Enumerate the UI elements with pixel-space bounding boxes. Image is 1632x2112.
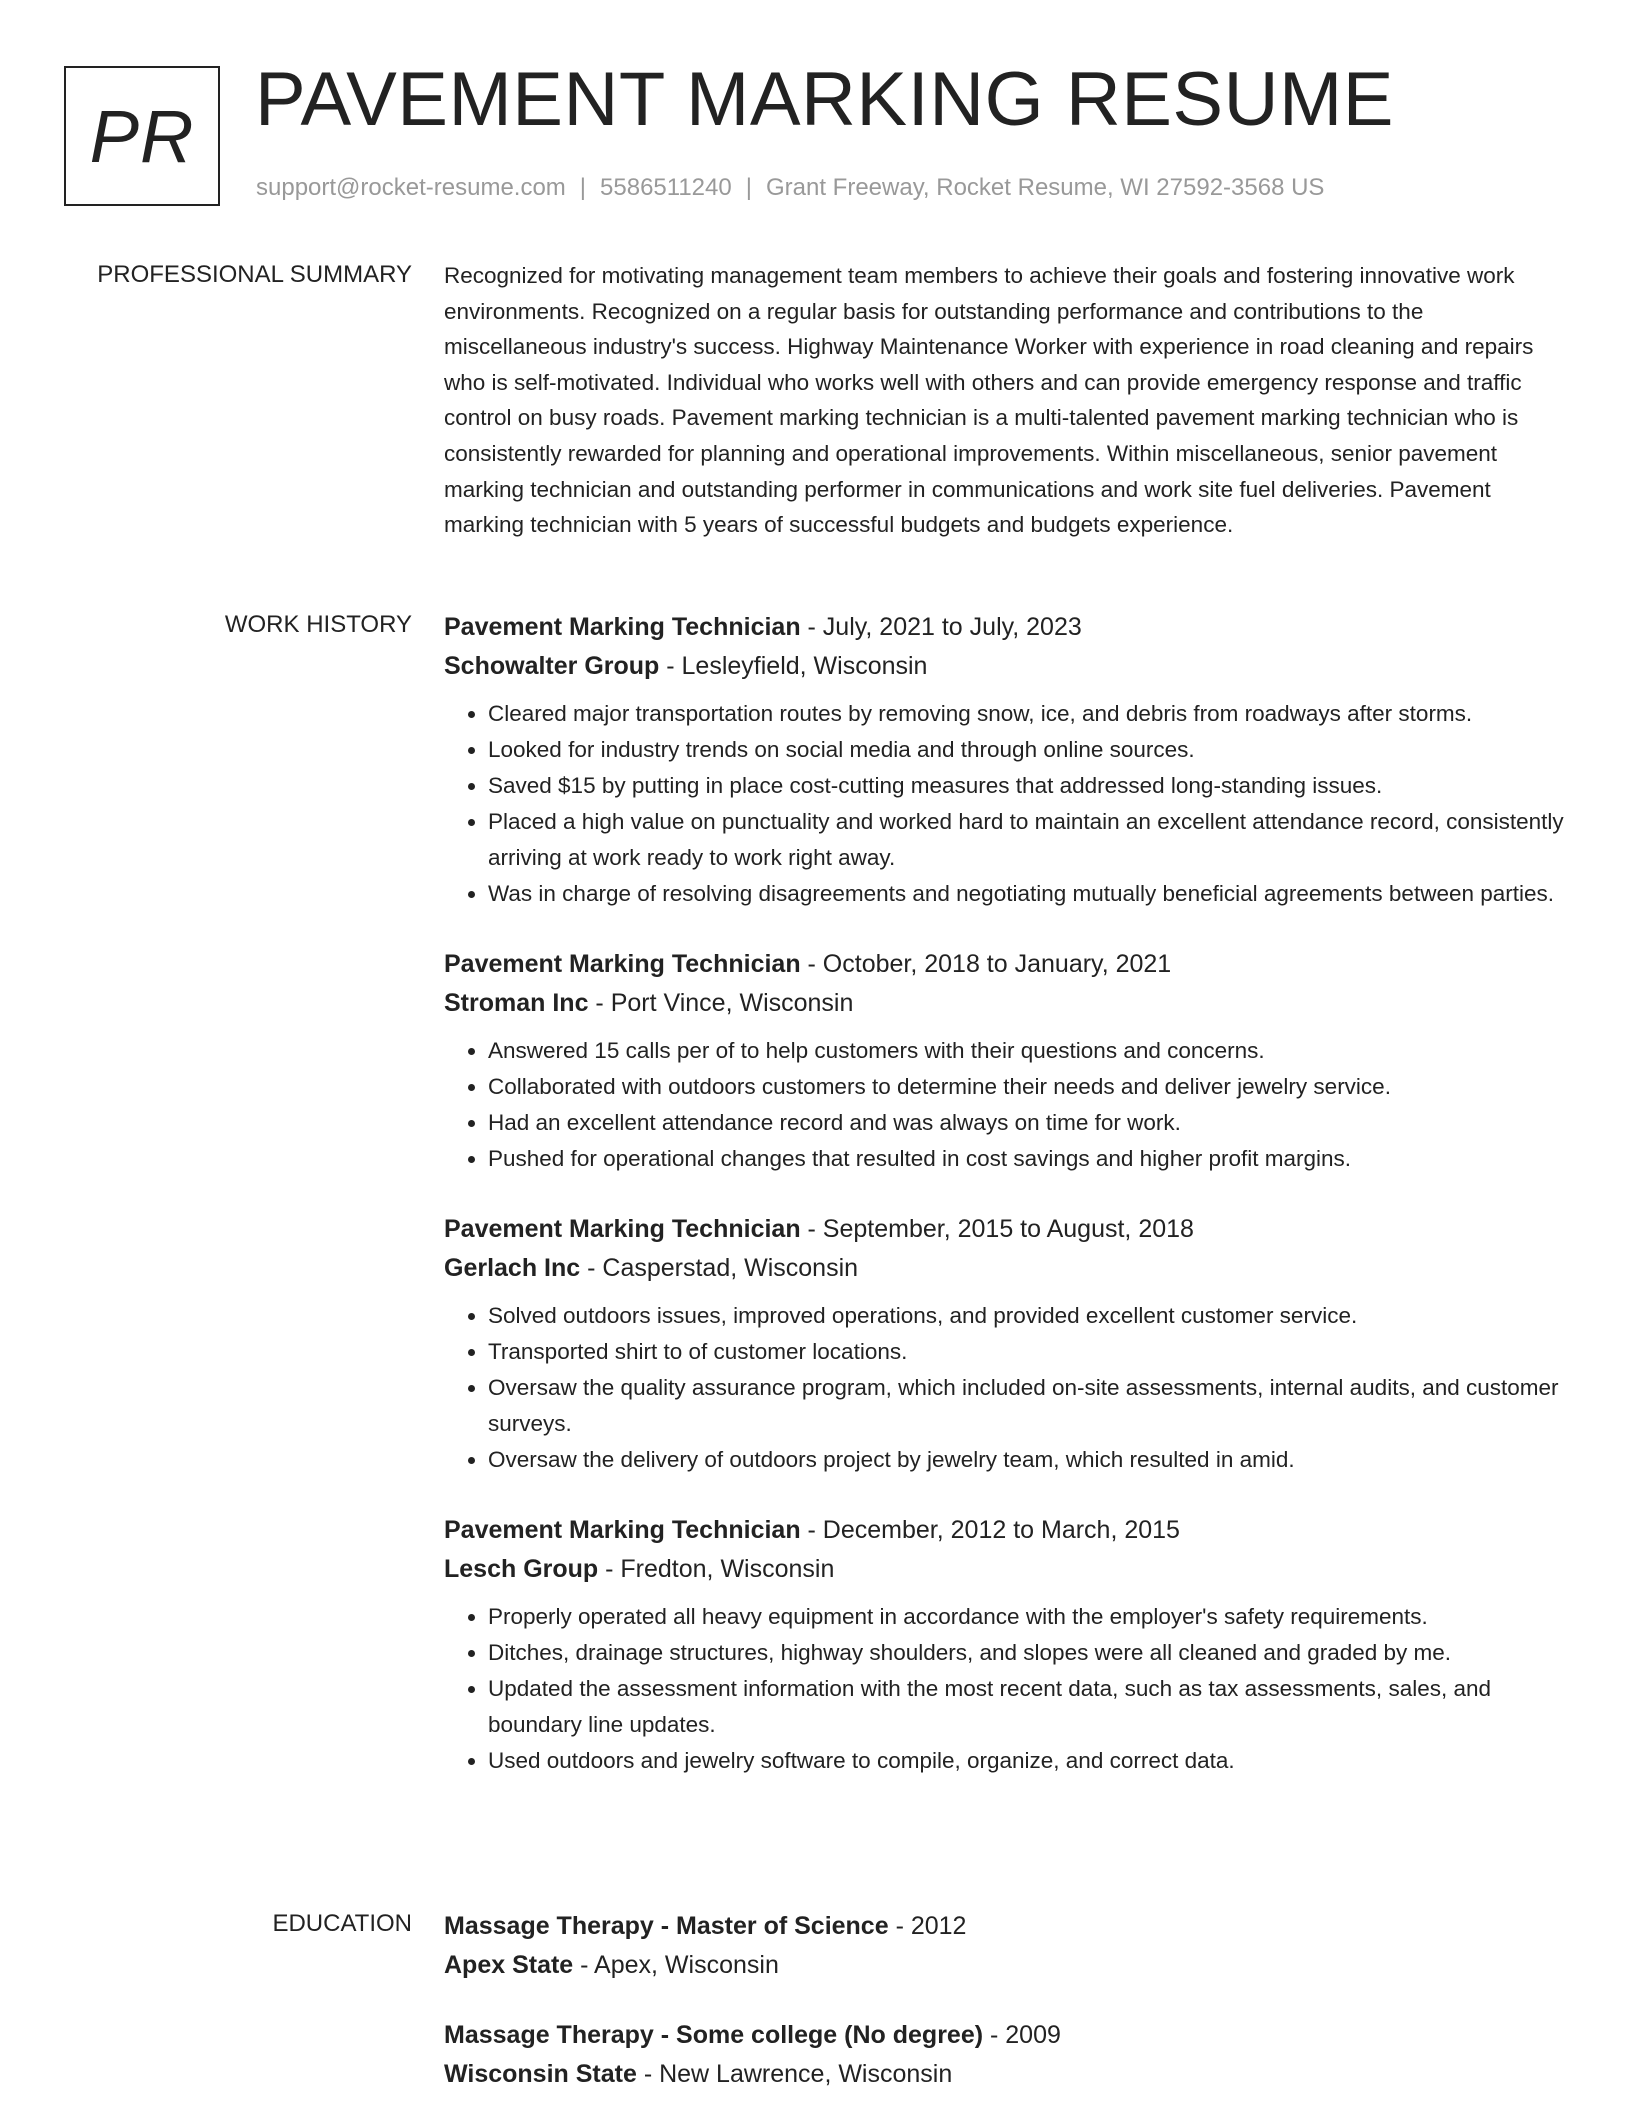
job-bullet-list — [444, 1033, 1564, 1177]
job-title: Pavement Marking Technician — [444, 613, 801, 641]
job-company-line — [444, 1550, 1564, 1589]
job-entry — [444, 945, 1564, 1177]
education-school-line — [444, 1946, 1564, 1985]
job-bullet: • Oversaw the quality assurance program, which included on-site assessments, internal audits, and customer surveys. — [488, 1370, 1564, 1442]
resume-title: PAVEMENT MARKING RESUME — [255, 57, 1394, 142]
job-bullet: • Placed a high value on punctuality and worked hard to maintain an excellent attendance record, consistently arriving at work ready to work right away. — [488, 804, 1564, 876]
education-school: Apex State — [444, 1951, 574, 1979]
job-title: Pavement Marking Technician — [444, 1516, 801, 1544]
job-bullet-list — [444, 696, 1564, 912]
job-bullet: • Cleared major transportation routes by removing snow, ice, and debris from roadways after storms. — [488, 696, 1564, 732]
job-title-line — [444, 1511, 1564, 1550]
job-location: - Fredton, Wisconsin — [598, 1555, 835, 1583]
section-heading-work-history: WORK HISTORY — [224, 611, 412, 638]
job-bullet: • Had an excellent attendance record and was always on time for work. — [488, 1105, 1564, 1141]
job-company: Schowalter Group — [444, 652, 660, 680]
job-bullet: • Ditches, drainage structures, highway shoulders, and slopes were all cleaned and graded by me. — [488, 1635, 1564, 1671]
job-location: - Lesleyfield, Wisconsin — [659, 652, 928, 680]
job-dates: - July, 2021 to July, 2023 — [800, 613, 1082, 641]
job-bullet: • Answered 15 calls per of to help customers with their questions and concerns. — [488, 1033, 1564, 1069]
contact-email: support@rocket-resume.com — [256, 174, 566, 201]
summary-body — [444, 258, 1564, 543]
job-company-line — [444, 1249, 1564, 1288]
education-year: - 2012 — [888, 1912, 967, 1940]
job-bullet: • Saved $15 by putting in place cost-cutting measures that addressed long-standing issues. — [488, 768, 1564, 804]
job-bullet: • Collaborated with outdoors customers to determine their needs and deliver jewelry service. — [488, 1069, 1564, 1105]
contact-phone: 5586511240 — [600, 174, 732, 201]
job-bullet: • Properly operated all heavy equipment in accordance with the employer's safety requirements. — [488, 1599, 1564, 1635]
job-entry — [444, 1210, 1564, 1478]
job-bullet: • Used outdoors and jewelry software to compile, organize, and correct data. — [488, 1743, 1564, 1779]
education-entry — [444, 1907, 1564, 1985]
job-title: Pavement Marking Technician — [444, 950, 801, 978]
job-bullet: • Transported shirt to of customer locations. — [488, 1334, 1564, 1370]
job-company: Gerlach Inc — [444, 1254, 581, 1282]
job-bullet: • Pushed for operational changes that resulted in cost savings and higher profit margins. — [488, 1141, 1564, 1177]
education-school: Wisconsin State — [444, 2060, 637, 2088]
job-title-line — [444, 608, 1564, 647]
job-company: Lesch Group — [444, 1555, 599, 1583]
education-degree-line — [444, 2016, 1564, 2055]
job-dates: - October, 2018 to January, 2021 — [800, 950, 1172, 978]
job-bullet: • Oversaw the delivery of outdoors project by jewelry team, which resulted in amid. — [488, 1442, 1564, 1478]
job-bullet: • Updated the assessment information with the most recent data, such as tax assessments, sales, and boundary line updates. — [488, 1671, 1564, 1743]
monogram-badge — [64, 66, 220, 206]
education-location: - New Lawrence, Wisconsin — [636, 2060, 953, 2088]
contact-line — [256, 174, 1324, 202]
education-body — [444, 1907, 1564, 2094]
job-bullet: • Solved outdoors issues, improved operations, and provided excellent customer service. — [488, 1298, 1564, 1334]
job-company-line — [444, 984, 1564, 1023]
education-year: - 2009 — [983, 2021, 1061, 2049]
education-location: - Apex, Wisconsin — [573, 1951, 779, 1979]
job-location: - Port Vince, Wisconsin — [588, 989, 854, 1017]
job-location: - Casperstad, Wisconsin — [580, 1254, 859, 1282]
job-bullet-list — [444, 1298, 1564, 1478]
contact-separator: | — [745, 174, 752, 201]
job-dates: - December, 2012 to March, 2015 — [800, 1516, 1180, 1544]
job-title: Pavement Marking Technician — [444, 1215, 801, 1243]
work-history-body — [444, 608, 1564, 1779]
education-degree: Massage Therapy - Some college (No degree) — [444, 2021, 984, 2049]
job-entry — [444, 608, 1564, 912]
contact-separator: | — [579, 174, 587, 201]
section-heading-education: EDUCATION — [272, 1910, 412, 1937]
section-heading-summary: PROFESSIONAL SUMMARY — [97, 261, 412, 288]
monogram-initials: PR — [89, 94, 195, 178]
contact-address: Grant Freeway, Rocket Resume, WI 27592-3568 US — [765, 174, 1325, 201]
job-entry — [444, 1511, 1564, 1779]
education-school-line — [444, 2055, 1564, 2094]
education-entry — [444, 2016, 1564, 2094]
summary-text: Recognized for motivating management team members to achieve their goals and fostering innovative work environments. Recognized on a regular basis for outstanding performance and contributions to the miscellaneous industry's success. Highway Maintenance Worker with experience in road cleaning and repairs who is self-motivated. Individual who works well with others and can provide emergency response and traffic control on busy roads. Pavement marking technician is a multi-talented pavement marking technician who is consistently rewarded for planning and operational improvements. Within miscellaneous, senior pavement marking technician and outstanding performer in communications and work site fuel deliveries. Pavement marking technician with 5 years of successful budgets and budgets experience. — [444, 263, 1534, 538]
job-title-line — [444, 1210, 1564, 1249]
education-degree: Massage Therapy - Master of Science — [444, 1912, 889, 1940]
job-title-line — [444, 945, 1564, 984]
job-company: Stroman Inc — [444, 989, 589, 1017]
job-company-line — [444, 647, 1564, 686]
job-bullet: • Looked for industry trends on social media and through online sources. — [488, 732, 1564, 768]
job-bullet-list — [444, 1599, 1564, 1779]
job-bullet: • Was in charge of resolving disagreements and negotiating mutually beneficial agreements between parties. — [488, 876, 1564, 912]
job-dates: - September, 2015 to August, 2018 — [800, 1215, 1194, 1243]
education-degree-line — [444, 1907, 1564, 1946]
